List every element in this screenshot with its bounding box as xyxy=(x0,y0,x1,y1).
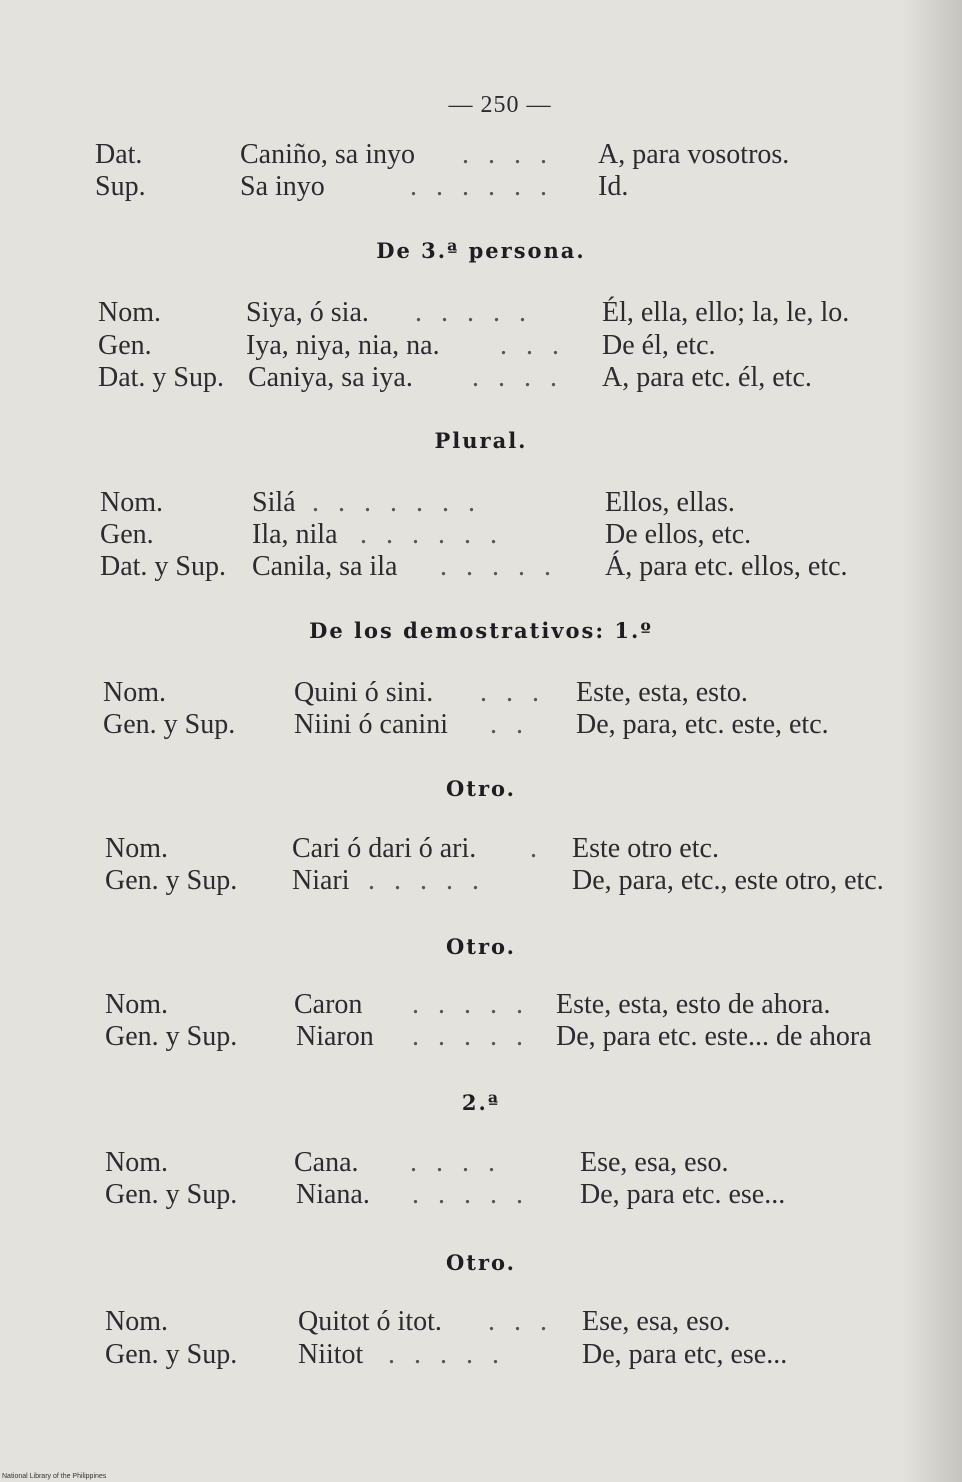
table-row xyxy=(0,676,962,710)
case-label: Dat. y Sup. xyxy=(98,362,224,393)
pronoun-form: Sa inyo xyxy=(240,171,325,202)
table-row xyxy=(0,708,962,742)
leader-dots: . . xyxy=(490,709,529,740)
case-label: Nom. xyxy=(105,1147,168,1178)
library-watermark: National Library of the Philippines xyxy=(2,1473,107,1480)
leader-dots: . . . . . xyxy=(440,551,557,582)
leader-dots: . xyxy=(530,833,543,864)
case-label: Gen. y Sup. xyxy=(105,1179,238,1210)
pronoun-form: Caron xyxy=(294,989,363,1020)
section-heading: De 3.ª persona. xyxy=(376,238,586,263)
translation: De, para, etc., este otro, etc. xyxy=(572,865,884,896)
pronoun-form: Niaron xyxy=(296,1021,374,1052)
case-label: Nom. xyxy=(105,833,168,864)
translation: De ellos, etc. xyxy=(605,519,752,550)
translation: Ellos, ellas. xyxy=(605,487,735,518)
table-row xyxy=(0,1178,962,1212)
pronoun-form: Cana. xyxy=(294,1147,359,1178)
pronoun-form: Niana. xyxy=(296,1179,370,1210)
translation: De, para etc. este... de ahora xyxy=(556,1021,872,1052)
translation: De, para etc, ese... xyxy=(582,1339,788,1370)
table-row xyxy=(0,1338,962,1372)
translation: Este otro etc. xyxy=(572,833,719,864)
section-heading: Plural. xyxy=(434,428,528,453)
leader-dots: . . . . xyxy=(410,1147,501,1178)
case-label: Gen. y Sup. xyxy=(105,1021,238,1052)
pronoun-form: Quini ó sini. xyxy=(294,677,434,708)
table-row xyxy=(0,486,962,520)
leader-dots: . . . . xyxy=(472,362,563,393)
table-row xyxy=(0,170,962,204)
leader-dots: . . . . . xyxy=(412,1179,529,1210)
pronoun-form: Niini ó canini xyxy=(294,709,448,740)
pronoun-form: Cari ó dari ó ari. xyxy=(292,833,477,864)
translation: Id. xyxy=(598,171,629,202)
table-row xyxy=(0,518,962,552)
leader-dots: . . . . . xyxy=(415,297,532,328)
section-heading: Otro. xyxy=(445,1250,516,1275)
case-label: Gen. xyxy=(98,330,152,361)
leader-dots: . . . . . . xyxy=(410,171,553,202)
case-label: Nom. xyxy=(100,487,163,518)
leader-dots: . . . xyxy=(480,677,545,708)
leader-dots: . . . . . . xyxy=(360,519,503,550)
case-label: Sup. xyxy=(95,171,146,202)
translation: Ese, esa, eso. xyxy=(580,1147,729,1178)
case-label: Nom. xyxy=(98,297,161,328)
translation: Ese, esa, eso. xyxy=(582,1306,731,1337)
case-label: Gen. xyxy=(100,519,154,550)
section-heading: De los demostrativos: 1.º xyxy=(309,618,653,643)
section-heading: Otro. xyxy=(445,776,516,801)
pronoun-form: Siya, ó sia. xyxy=(246,297,369,328)
table-row xyxy=(0,329,962,363)
leader-dots: . . . xyxy=(488,1306,553,1337)
case-label: Nom. xyxy=(105,1306,168,1337)
pronoun-form: Iya, niya, nia, na. xyxy=(246,330,440,361)
case-label: Gen. y Sup. xyxy=(103,709,236,740)
case-label: Gen. y Sup. xyxy=(105,865,238,896)
section-heading: Otro. xyxy=(445,934,516,959)
leader-dots: . . . . . xyxy=(368,865,485,896)
translation: Este, esta, esto. xyxy=(576,677,748,708)
table-row xyxy=(0,1146,962,1180)
pronoun-form: Canila, sa ila xyxy=(252,551,398,582)
page-number: — 250 — xyxy=(448,92,552,118)
pronoun-form: Caniño, sa inyo xyxy=(240,139,415,170)
leader-dots: . . . xyxy=(500,330,565,361)
pronoun-form: Silá xyxy=(252,487,296,518)
leader-dots: . . . . . xyxy=(388,1339,505,1370)
table-row xyxy=(0,1020,962,1054)
table-row xyxy=(0,361,962,395)
case-label: Dat. y Sup. xyxy=(100,551,226,582)
translation: De, para, etc. este, etc. xyxy=(576,709,829,740)
translation: Este, esta, esto de ahora. xyxy=(556,989,831,1020)
leader-dots: . . . . xyxy=(462,139,553,170)
table-row xyxy=(0,550,962,584)
translation: A, para etc. él, etc. xyxy=(602,362,812,393)
case-label: Nom. xyxy=(105,989,168,1020)
pronoun-form: Niari xyxy=(292,865,350,896)
translation: Á, para etc. ellos, etc. xyxy=(605,551,848,582)
leader-dots: . . . . . xyxy=(412,1021,529,1052)
leader-dots: . . . . . . . xyxy=(312,487,481,518)
table-row xyxy=(0,1305,962,1339)
case-label: Nom. xyxy=(103,677,166,708)
translation: A, para vosotros. xyxy=(598,139,790,170)
translation: De él, etc. xyxy=(602,330,716,361)
table-row xyxy=(0,864,962,898)
translation: Él, ella, ello; la, le, lo. xyxy=(602,297,850,328)
table-row xyxy=(0,988,962,1022)
case-label: Dat. xyxy=(95,139,143,170)
table-row xyxy=(0,296,962,330)
pronoun-form: Caniya, sa iya. xyxy=(248,362,413,393)
pronoun-form: Niitot xyxy=(298,1339,364,1370)
translation: De, para etc. ese... xyxy=(580,1179,786,1210)
table-row xyxy=(0,138,962,172)
pronoun-form: Quitot ó itot. xyxy=(298,1306,442,1337)
table-row xyxy=(0,832,962,866)
case-label: Gen. y Sup. xyxy=(105,1339,238,1370)
leader-dots: . . . . . xyxy=(412,989,529,1020)
section-heading: 2.ª xyxy=(461,1090,501,1115)
pronoun-form: Ila, nila xyxy=(252,519,338,550)
